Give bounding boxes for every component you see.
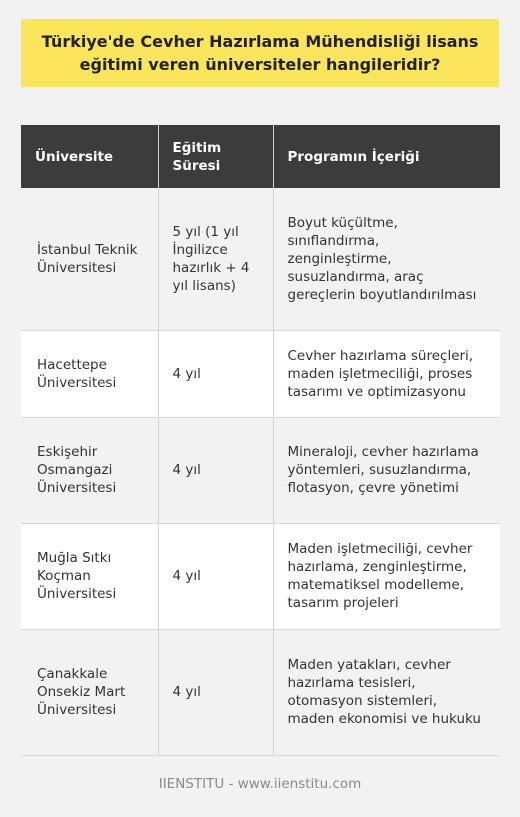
- universities-table: [21, 125, 500, 756]
- table-header-row: [21, 125, 500, 188]
- cell-duration: 4 yıl: [158, 523, 273, 629]
- cell-duration: 4 yıl: [158, 629, 273, 755]
- table-row: [21, 629, 500, 755]
- table-row: [21, 417, 500, 523]
- footer-credit: IIENSTITU - www.iienstitu.com: [158, 776, 362, 792]
- page-title: Türkiye'de Cevher Hazırlama Mühendisliği lisans eğitimi veren üniversiteler hangileridir?: [21, 19, 499, 87]
- cell-content: Maden yatakları, cevher hazırlama tesisleri, otomasyon sistemleri, maden ekonomisi ve hukuku: [273, 629, 500, 755]
- cell-university: Eskişehir Osmangazi Üniversitesi: [21, 417, 158, 523]
- cell-university: Çanakkale Onsekiz Mart Üniversitesi: [21, 629, 158, 755]
- cell-content: Maden işletmeciliği, cevher hazırlama, zenginleştirme, matematiksel modelleme, tasarım projeleri: [273, 523, 500, 629]
- column-header-university: Üniversite: [21, 125, 158, 188]
- cell-content: Mineraloji, cevher hazırlama yöntemleri, susuzlandırma, flotasyon, çevre yönetimi: [273, 417, 500, 523]
- table-row: [21, 330, 500, 417]
- cell-duration: 5 yıl (1 yıl İngilizce hazırlık + 4 yıl lisans): [158, 188, 273, 330]
- column-header-duration: Eğitim Süresi: [158, 125, 273, 188]
- cell-duration: 4 yıl: [158, 330, 273, 417]
- cell-university: Hacettepe Üniversitesi: [21, 330, 158, 417]
- cell-content: Boyut küçültme, sınıflandırma, zenginleştirme, susuzlandırma, araç gereçlerin boyutlandırılması: [273, 188, 500, 330]
- cell-university: Muğla Sıtkı Koçman Üniversitesi: [21, 523, 158, 629]
- cell-content: Cevher hazırlama süreçleri, maden işletmeciliği, proses tasarımı ve optimizasyonu: [273, 330, 500, 417]
- cell-duration: 4 yıl: [158, 417, 273, 523]
- table-row: [21, 188, 500, 330]
- cell-university: İstanbul Teknik Üniversitesi: [21, 188, 158, 330]
- column-header-content: Programın İçeriği: [273, 125, 500, 188]
- table-row: [21, 523, 500, 629]
